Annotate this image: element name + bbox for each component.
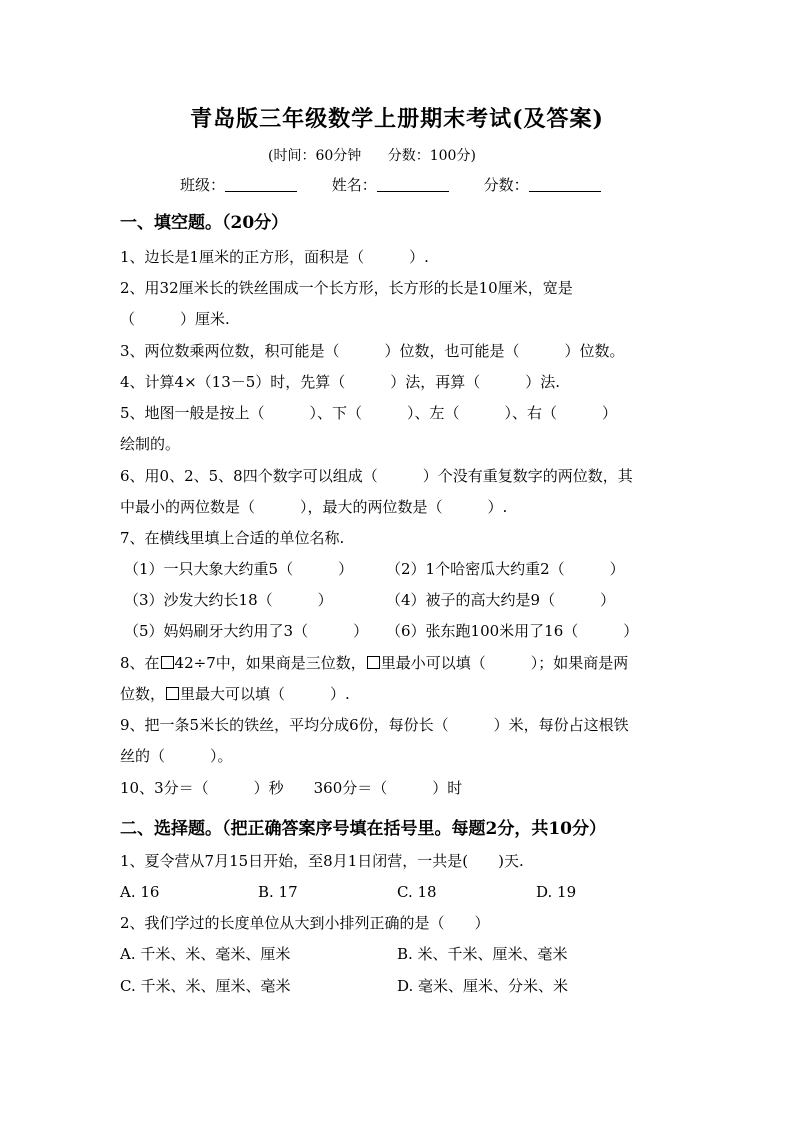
question-1-8-cont (120, 684, 350, 704)
question-1-8-cont-text-b: 里最大可以填（ ）. (180, 685, 350, 703)
score-info: 分数：100分) (387, 148, 476, 164)
question-2-2: 2、我们学过的长度单位从大到小排列正确的是（ ） (120, 914, 490, 932)
question-2-1-option-b[interactable]: B. 17 (258, 883, 298, 901)
section-heading-fill-blank: 一、填空题。（20分） (120, 213, 289, 233)
question-1-8-text-b: 42÷7中，如果商是三位数， (174, 654, 366, 672)
question-1-3: 3、两位数乘两位数，积可能是（ ）位数，也可能是（ ）位数。 (120, 342, 625, 360)
question-2-1-option-d[interactable]: D. 19 (536, 883, 577, 901)
question-1-7-item-3: （3）沙发大约长18（ ） (124, 591, 333, 609)
question-2-1-option-a[interactable]: A. 16 (120, 883, 160, 901)
exam-title: 青岛版三年级数学上册期末考试(及答案) (190, 106, 604, 132)
score-field (484, 174, 601, 195)
question-1-6: 6、用0、2、5、8四个数字可以组成（ ）个没有重复数字的两位数，其 (120, 467, 633, 485)
square-box-icon (161, 656, 174, 669)
question-1-7-item-5: （5）妈妈刷牙大约用了3（ ） (124, 622, 369, 640)
name-blank[interactable] (377, 177, 449, 192)
score-label: 分数： (483, 176, 529, 194)
section-heading-multiple-choice: 二、选择题。（把正确答案序号填在括号里。每题2分，共10分） (120, 819, 606, 839)
question-1-2-cont: （ ）厘米. (120, 310, 230, 328)
question-2-2-option-a[interactable]: A. 千米、米、毫米、厘米 (120, 945, 291, 963)
question-1-5-cont: 绘制的。 (120, 435, 181, 453)
question-1-8-cont-text-a: 位数， (120, 685, 166, 703)
question-1-5: 5、地图一般是按上（ ）、下（ ）、左（ ）、右（ ） (120, 404, 618, 422)
question-1-7: 7、在横线里填上合适的单位名称. (120, 529, 345, 547)
question-2-2-option-d[interactable]: D. 毫米、厘米、分米、米 (397, 977, 569, 995)
name-label: 姓名： (331, 176, 377, 194)
time-info: (时间：60分钟 (268, 148, 362, 164)
exam-subtitle (268, 145, 498, 165)
question-2-1-option-c[interactable]: C. 18 (397, 883, 437, 901)
class-label: 班级： (180, 176, 226, 194)
question-1-9-cont: 丝的（ ）。 (120, 747, 233, 765)
class-field (180, 174, 297, 195)
square-box-icon (166, 687, 179, 700)
question-1-8-text-c: 里最小可以填（ ）；如果商是两 (380, 654, 629, 672)
name-field (332, 174, 449, 195)
student-info-row (180, 174, 631, 195)
question-2-1: 1、夏令营从7月15日开始，至8月1日闭营，一共是( )天. (120, 852, 524, 870)
question-1-8 (120, 653, 628, 673)
class-blank[interactable] (225, 177, 297, 192)
question-1-2: 2、用32厘米长的铁丝围成一个长方形，长方形的长是10厘米，宽是 (120, 279, 573, 297)
square-box-icon (367, 656, 380, 669)
question-1-1: 1、边长是1厘米的正方形，面积是（ ）. (120, 248, 429, 266)
question-2-2-option-c[interactable]: C. 千米、米、厘米、毫米 (120, 977, 291, 995)
score-blank[interactable] (529, 177, 601, 192)
question-1-7-item-6: （6）张东跑100米用了16（ ） (386, 622, 639, 640)
question-1-7-item-4: （4）被子的高大约是9（ ） (386, 591, 616, 609)
question-2-2-option-b[interactable]: B. 米、千米、厘米、毫米 (397, 945, 568, 963)
question-1-10: 10、3分＝（ ）秒 360分＝（ ）时 (120, 779, 463, 797)
question-1-7-item-2: （2）1个哈密瓜大约重2（ ） (386, 560, 625, 578)
question-1-4: 4、计算4×（13－5）时，先算（ ）法，再算（ ）法. (120, 373, 561, 391)
question-1-7-item-1: （1）一只大象大约重5（ ） (124, 560, 354, 578)
question-1-6-cont: 中最小的两位数是（ ），最大的两位数是（ ）. (120, 498, 508, 516)
question-1-9: 9、把一条5米长的铁丝，平均分成6份，每份长（ ）米，每份占这根铁 (120, 716, 629, 734)
question-1-8-text-a: 8、在 (120, 654, 160, 672)
